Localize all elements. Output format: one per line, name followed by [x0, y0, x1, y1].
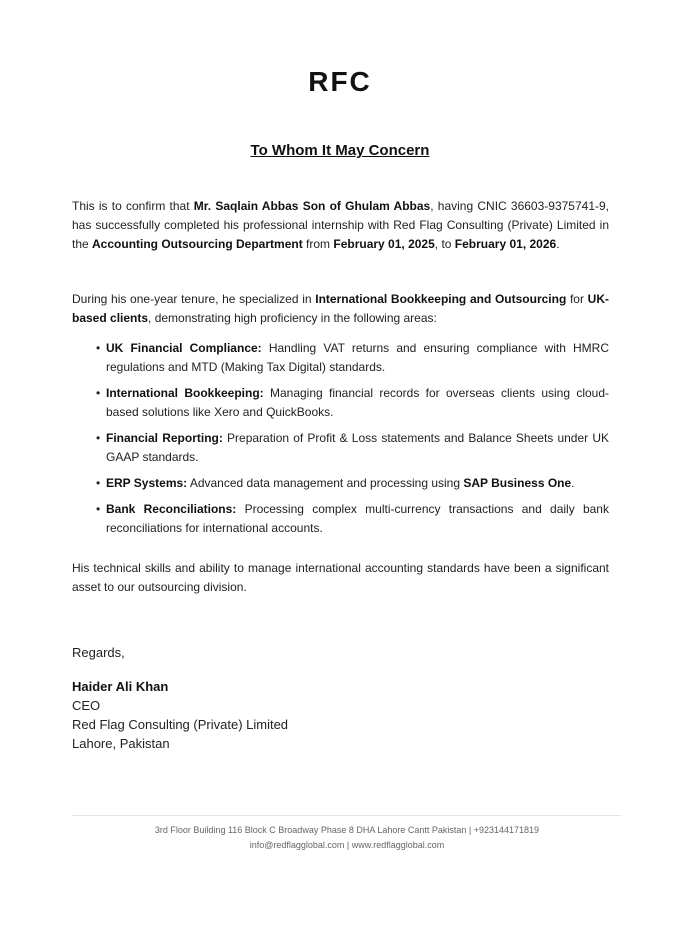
- end-date: February 01, 2026: [454, 237, 557, 251]
- signatory-location: Lahore, Pakistan: [72, 736, 170, 751]
- footer-divider: [72, 815, 621, 816]
- text: , to: [434, 237, 455, 251]
- text: , demonstrating high proficiency in the following areas:: [148, 311, 437, 325]
- signatory-title: CEO: [72, 698, 101, 713]
- intern-name: Mr. Saqlain Abbas Son of Ghulam Abbas: [193, 199, 431, 213]
- client-type: UK-based clients: [72, 292, 609, 325]
- text: This is to confirm that: [72, 199, 194, 213]
- item-text: Advanced data management and processing using: [187, 476, 464, 490]
- list-item: [96, 339, 609, 377]
- footer-address: 3rd Floor Building 116 Block C Broadway Phase 8 DHA Lahore Cantt Pakistan | +923144171819: [154, 825, 540, 835]
- signature-block: [72, 677, 288, 753]
- tenure-paragraph: [72, 290, 609, 328]
- start-date: February 01, 2025: [333, 237, 435, 251]
- regards-text: Regards,: [72, 645, 125, 660]
- software-name: SAP Business One: [463, 476, 572, 490]
- list-item: [96, 474, 609, 493]
- company-logo: RFC: [308, 66, 372, 97]
- signatory-company: Red Flag Consulting (Private) Limited: [72, 717, 289, 732]
- text: .: [556, 237, 560, 251]
- text: from: [302, 237, 334, 251]
- item-text: Managing financial records for overseas clients using cloud-based solutions like Xero and QuickBooks.: [106, 386, 610, 419]
- signatory-name: Haider Ali Khan: [72, 679, 169, 694]
- list-item: [96, 384, 609, 422]
- specialization: International Bookkeeping and Outsourcing: [315, 292, 567, 306]
- item-title: Bank Reconciliations:: [106, 502, 237, 516]
- list-item: [96, 500, 609, 538]
- closing-paragraph: His technical skills and ability to manage international accounting standards have been a significant asset to our outsourcing division.: [72, 561, 609, 594]
- item-text: Handling VAT returns and ensuring compliance with HMRC regulations and MTD (Making Tax Digital) standards.: [106, 341, 610, 374]
- list-item: [96, 429, 609, 467]
- footer-contact: info@redflagglobal.com | www.redflagglobal.com: [249, 840, 445, 850]
- text: , having CNIC 36603-9375741-9, has successfully completed his professional internship with Red Flag Consulting (Private) Limited in the: [72, 199, 609, 251]
- item-text: Preparation of Profit & Loss statements and Balance Sheets under UK GAAP standards.: [106, 431, 609, 464]
- item-title: UK Financial Compliance:: [106, 341, 262, 355]
- item-title: International Bookkeeping:: [106, 386, 264, 400]
- intro-paragraph: [72, 197, 609, 254]
- proficiency-list: [96, 339, 609, 545]
- item-text: Processing complex multi-currency transactions and daily bank reconciliations for international accounts.: [106, 502, 609, 535]
- text: for: [566, 292, 588, 306]
- item-title: ERP Systems:: [106, 476, 188, 490]
- item-title: Financial Reporting:: [106, 431, 223, 445]
- item-text: .: [571, 476, 575, 490]
- text: During his one-year tenure, he specialized in: [72, 292, 316, 306]
- department-name: Accounting Outsourcing Department: [92, 237, 303, 251]
- letter-subject: To Whom It May Concern: [250, 142, 430, 159]
